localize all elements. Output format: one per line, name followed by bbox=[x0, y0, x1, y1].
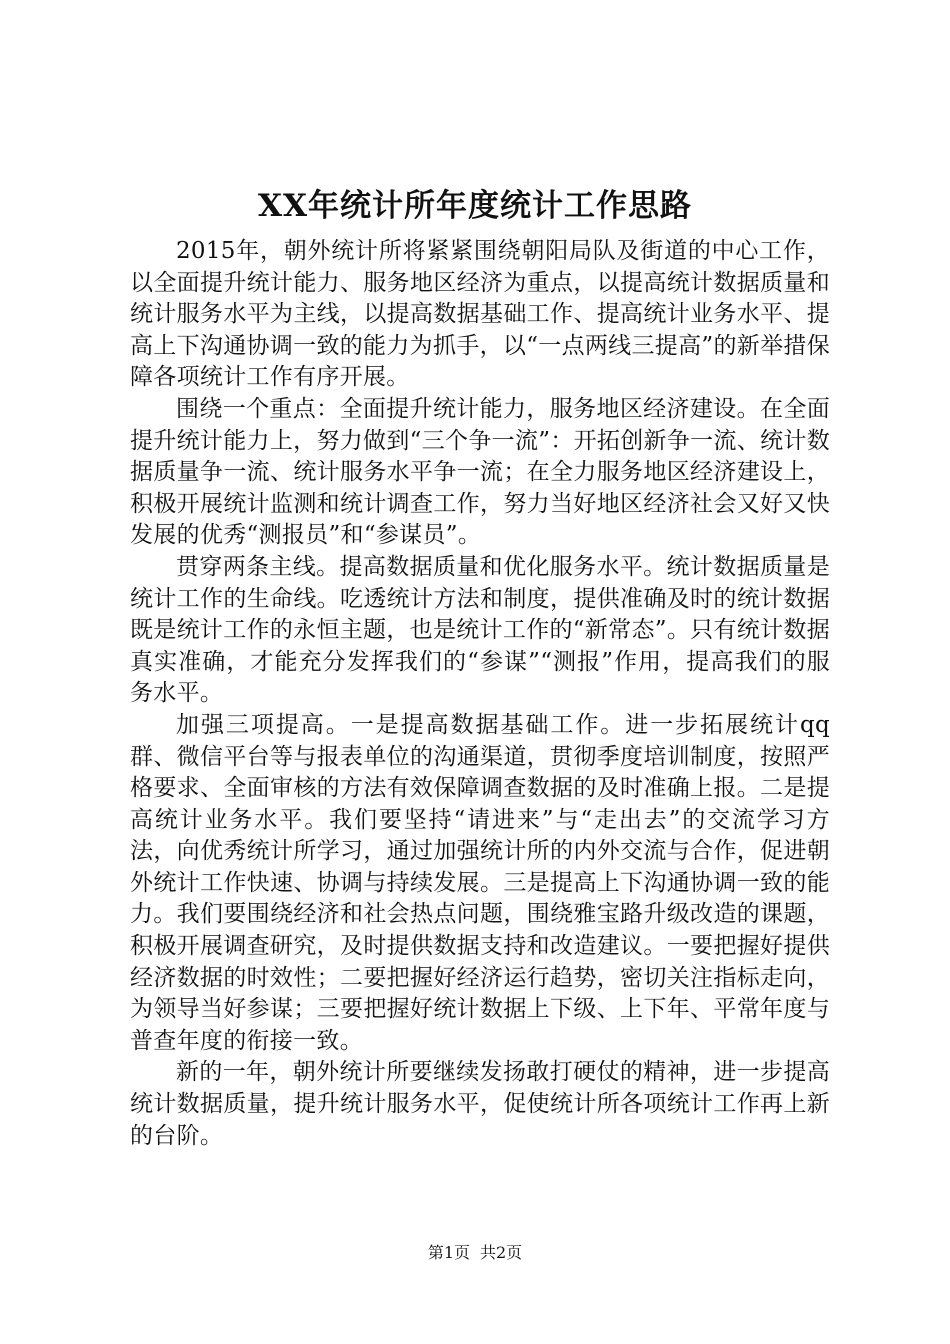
paragraph-two-lines: 贯穿两条主线。提高数据质量和优化服务水平。统计数据质量是统计工作的生命线。吃透统计方法和制度，提供准确及时的统计数据既是统计工作的永恒主题，也是统计工作的“新常态”。只有统计数据真实准确，才能充分发挥我们的“参谋”“测报”作用，提高我们的服务水平。 bbox=[130, 553, 830, 707]
paragraph-three-improvements: 加强三项提高。一是提高数据基础工作。进一步拓展统计qq群、微信平台等与报表单位的沟通渠道，贯彻季度培训制度，按照严格要求、全面审核的方法有效保障调查数据的及时准确上报。二是提高统计业务水平。我们要坚持“请进来”与“走出去”的交流学习方法，向优秀统计所学习，通过加强统计所的内外交流与合作，促进朝外统计工作快速、协调与持续发展。三是提高上下沟通协调一致的能力。我们要围绕经济和社会热点问题，围绕雅宝路升级改造的课题，积极开展调查研究，及时提供数据支持和改造建议。一要把握好提供经济数据的时效性；二要把握好经济运行趋势，密切关注指标走向，为领导当好参谋；三要把握好统计数据上下级、上下年、平常年度与普查年度的衔接一致。 bbox=[130, 711, 830, 1054]
page-number: 第1页 bbox=[427, 1243, 470, 1262]
page-count: 共2页 bbox=[480, 1243, 523, 1262]
paragraph-one-focus: 围绕一个重点：全面提升统计能力，服务地区经济建设。在全面提升统计能力上，努力做到“三个争一流”：开拓创新争一流、统计数据质量争一流、统计服务水平争一流；在全力服务地区经济建设上，积极开展统计监测和统计调查工作，努力当好地区经济社会又好又快发展的优秀“测报员”和“参谋员”。 bbox=[130, 395, 830, 549]
document-title: XX年统计所年度统计工作思路 bbox=[257, 188, 693, 224]
paragraph-conclusion: 新的一年，朝外统计所要继续发扬敢打硬仗的精神，进一步提高统计数据质量，提升统计服务水平，促使统计所各项统计工作再上新的台阶。 bbox=[130, 1059, 830, 1149]
paragraph-intro: 2015年，朝外统计所将紧紧围绕朝阳局队及街道的中心工作，以全面提升统计能力、服务地区经济为重点，以提高统计数据质量和统计服务水平为主线，以提高数据基础工作、提高统计业务水平、提高上下沟通协调一致的能力为抓手，以“一点两线三提高”的新举措保障各项统计工作有序开展。 bbox=[130, 238, 830, 391]
document-body bbox=[130, 236, 830, 1152]
page-footer bbox=[0, 1242, 950, 1264]
